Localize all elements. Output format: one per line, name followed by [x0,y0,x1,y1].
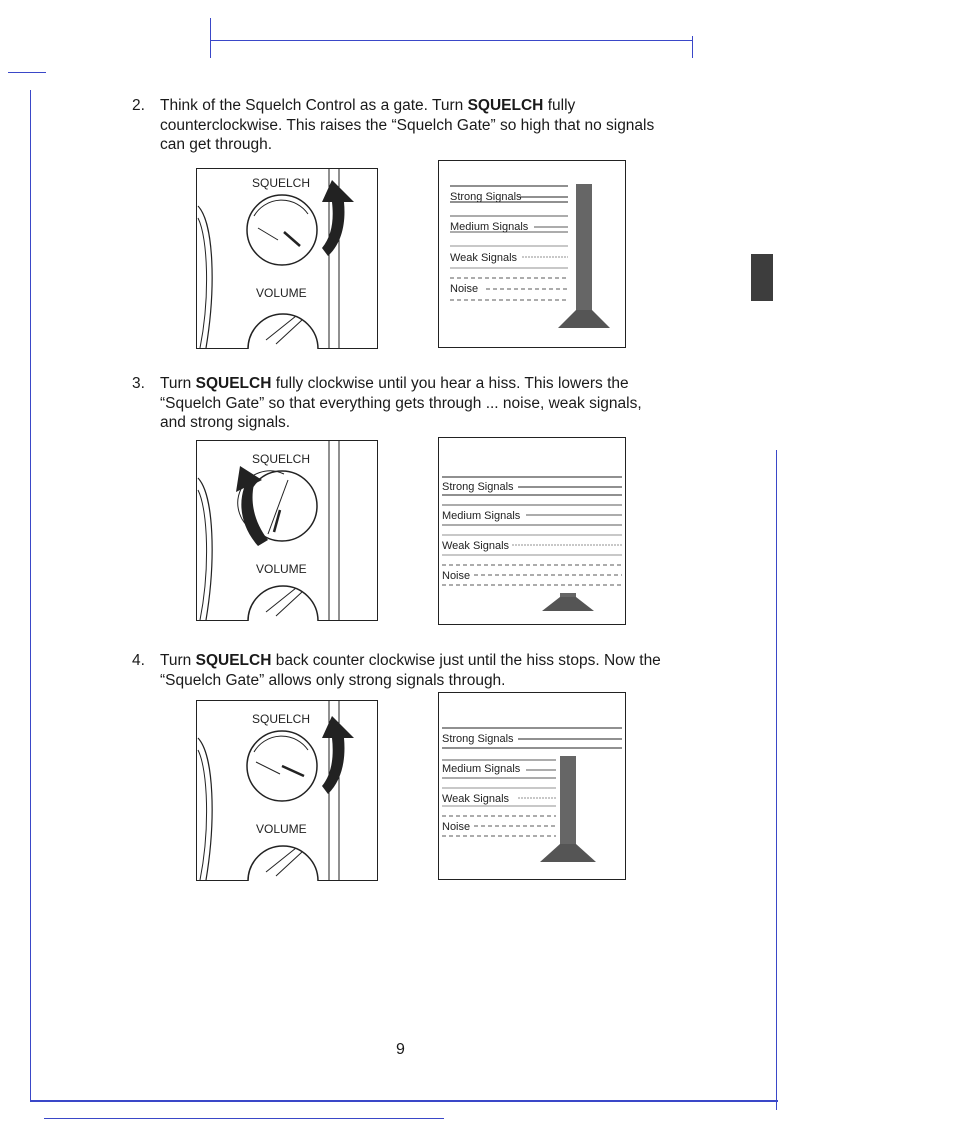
squelch-label: SQUELCH [252,712,311,726]
page-number: 9 [396,1041,405,1058]
strong-signals-label: Strong Signals [450,191,522,203]
step-text: Turn SQUELCH back counter clockwise just until the hiss stops. Now the “Squelch Gate” allows only strong signals through. [160,652,661,689]
step-text: Turn SQUELCH fully clockwise until you hear a hiss. This lowers the “Squelch Gate” so that everything gets through ... noise, weak signals, and strong signals. [160,375,642,431]
weak-signals-label: Weak Signals [442,793,510,805]
step-number: 3. [132,375,145,392]
noise-label: Noise [450,283,479,295]
radio-illustration-step-2 [196,168,378,349]
scan-line-bottom [30,1100,778,1102]
scan-line-right [776,450,777,1110]
section-tab [751,254,773,301]
step-number: 2. [132,97,145,114]
volume-label: VOLUME [256,822,307,836]
noise-label: Noise [442,821,471,833]
strong-signals-label: Strong Signals [442,481,514,493]
noise-label: Noise [442,570,471,582]
scan-line-bottom-2 [44,1118,444,1119]
scan-line-top-tick-right [692,36,693,58]
radio-illustration-step-3 [196,440,378,621]
scan-line-top [210,40,692,41]
squelch-label: SQUELCH [252,176,311,190]
medium-signals-label: Medium Signals [442,763,521,775]
volume-knob [248,314,318,349]
volume-label: VOLUME [256,562,307,576]
signal-gate-diagram-step-3 [438,437,626,625]
squelch-gate [558,184,610,328]
volume-knob [248,586,318,621]
volume-knob [248,846,318,881]
scan-line-top-tick-left [210,18,211,58]
squelch-label: SQUELCH [252,452,311,466]
squelch-knob [247,195,317,265]
step-text: Think of the Squelch Control as a gate. Turn SQUELCH fully counterclockwise. This raises the “Squelch Gate” so high that no signals can get through. [160,97,655,153]
counterclockwise-arrow-icon [322,716,354,794]
squelch-gate-lowered [542,593,594,611]
radio-illustration-step-4 [196,700,378,881]
weak-signals-label: Weak Signals [450,252,518,264]
squelch-knob [247,731,317,801]
scan-line-left-mark [8,72,46,73]
weak-signals-label: Weak Signals [442,540,510,552]
medium-signals-label: Medium Signals [450,221,529,233]
signal-gate-diagram-step-4 [438,692,626,880]
counterclockwise-arrow-icon [322,180,354,256]
signal-gate-diagram-step-2 [438,160,626,348]
strong-signals-label: Strong Signals [442,733,514,745]
volume-label: VOLUME [256,286,307,300]
scan-line-left [30,90,31,1100]
squelch-gate-partial [540,756,596,862]
step-number: 4. [132,652,145,669]
medium-signals-label: Medium Signals [442,510,521,522]
